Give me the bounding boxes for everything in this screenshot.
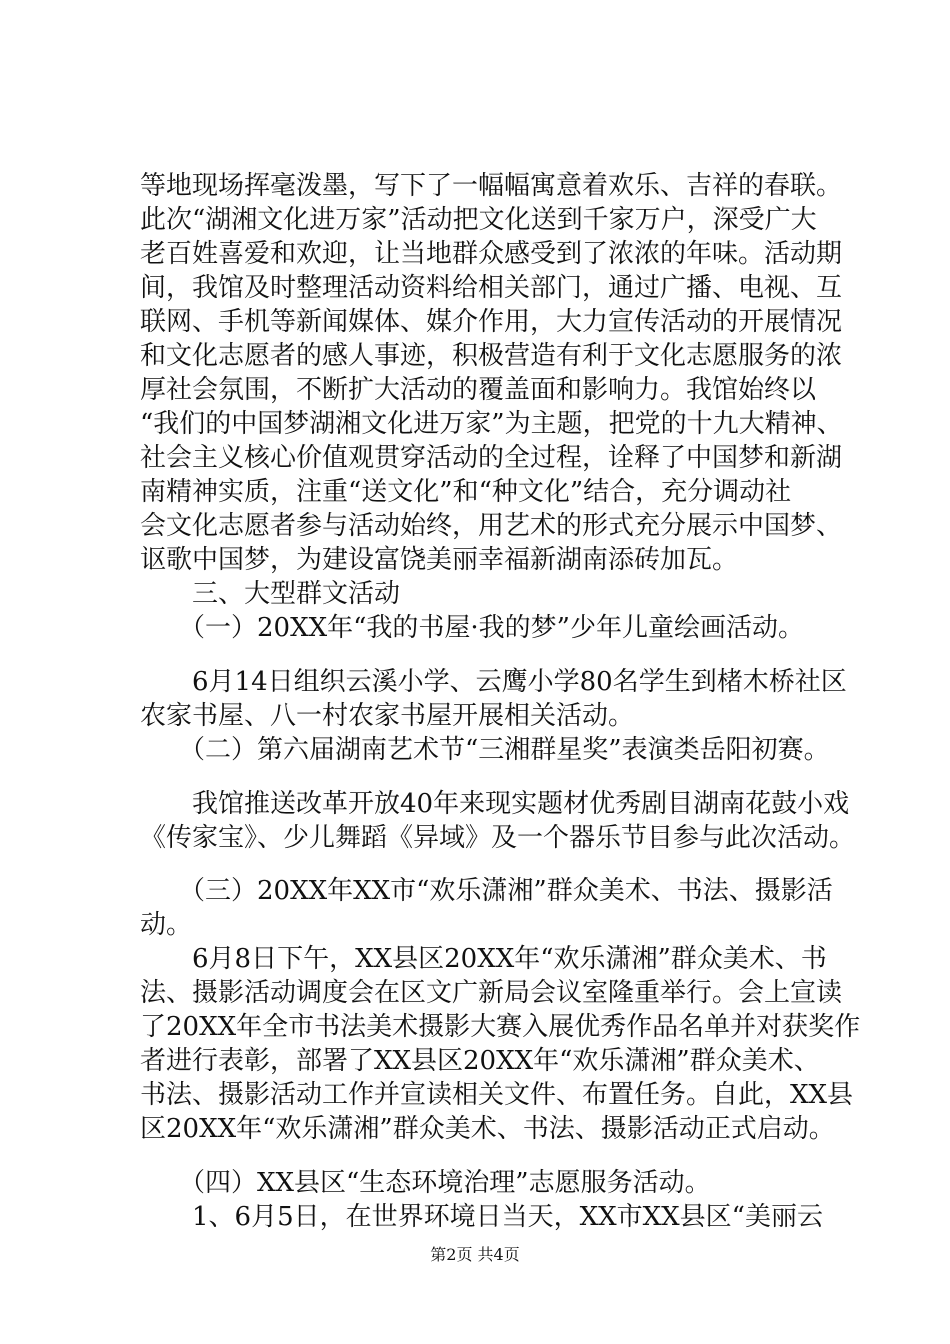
- subsection-heading: （四）XX县区“生态环境治理”志愿服务活动。: [140, 1168, 711, 1198]
- body-line: 厚社会氛围，不断扩大活动的覆盖面和影响力。我馆始终以: [140, 375, 817, 405]
- body-line: 老百姓喜爱和欢迎，让当地群众感受到了浓浓的年味。活动期: [140, 239, 843, 269]
- body-line: 我馆推送改革开放40年来现实题材优秀剧目湖南花鼓小戏: [140, 789, 850, 819]
- subsection-heading: （三）20XX年XX市“欢乐潇湘”群众美术、书法、摄影活: [140, 876, 833, 906]
- body-line: 法、摄影活动调度会在区文广新局会议室隆重举行。会上宣读: [140, 978, 843, 1008]
- body-line: 6月14日组织云溪小学、云鹰小学80名学生到楮木桥社区: [140, 667, 847, 697]
- body-line: 1、6月5日，在世界环境日当天，XX市XX县区“美丽云: [140, 1202, 823, 1232]
- body-line: 《传家宝》、少儿舞蹈《异域》及一个器乐节目参与此次活动。: [140, 823, 856, 853]
- body-line: 区20XX年“欢乐潇湘”群众美术、书法、摄影活动正式启动。: [140, 1114, 835, 1144]
- body-line: 书法、摄影活动工作并宣读相关文件、布置任务。自此，XX县: [140, 1080, 854, 1110]
- body-line: 此次“湖湘文化进万家”活动把文化送到千家万户，深受广大: [140, 205, 817, 235]
- body-line: 讴歌中国梦，为建设富饶美丽幸福新湖南添砖加瓦。: [140, 545, 739, 575]
- body-line: 南精神实质，注重“送文化”和“种文化”结合，充分调动社: [140, 477, 792, 507]
- body-line: 6月8日下午，XX县区20XX年“欢乐潇湘”群众美术、书: [140, 944, 827, 974]
- body-line: 了20XX年全市书法美术摄影大赛入展优秀作品名单并对获奖作: [140, 1012, 861, 1042]
- subsection-heading: （二）第六届湖南艺术节“三湘群星奖”表演类岳阳初赛。: [140, 735, 830, 765]
- body-line: “我们的中国梦湖湘文化进万家”为主题，把党的十九大精神、: [140, 409, 843, 439]
- body-line: 会文化志愿者参与活动始终，用艺术的形式充分展示中国梦、: [140, 511, 843, 541]
- section-heading: 三、大型群文活动: [140, 579, 401, 609]
- body-line: 间，我馆及时整理活动资料给相关部门，通过广播、电视、互: [140, 273, 843, 303]
- body-line: 和文化志愿者的感人事迹，积极营造有利于文化志愿服务的浓: [140, 341, 843, 371]
- body-line: 等地现场挥毫泼墨，写下了一幅幅寓意着欢乐、吉祥的春联。: [140, 171, 843, 201]
- body-line: 社会主义核心价值观贯穿活动的全过程，诠释了中国梦和新湖: [140, 443, 843, 473]
- subsection-heading: 动。: [140, 910, 193, 940]
- body-line: 联网、手机等新闻媒体、媒介作用，大力宣传活动的开展情况: [140, 307, 843, 337]
- subsection-heading: （一）20XX年“我的书屋·我的梦”少年儿童绘画活动。: [140, 613, 804, 643]
- page-footer: 第2页 共4页: [430, 1245, 520, 1264]
- body-line: 农家书屋、八一村农家书屋开展相关活动。: [140, 701, 635, 731]
- body-line: 者进行表彰，部署了XX县区20XX年“欢乐潇湘”群众美术、: [140, 1046, 820, 1076]
